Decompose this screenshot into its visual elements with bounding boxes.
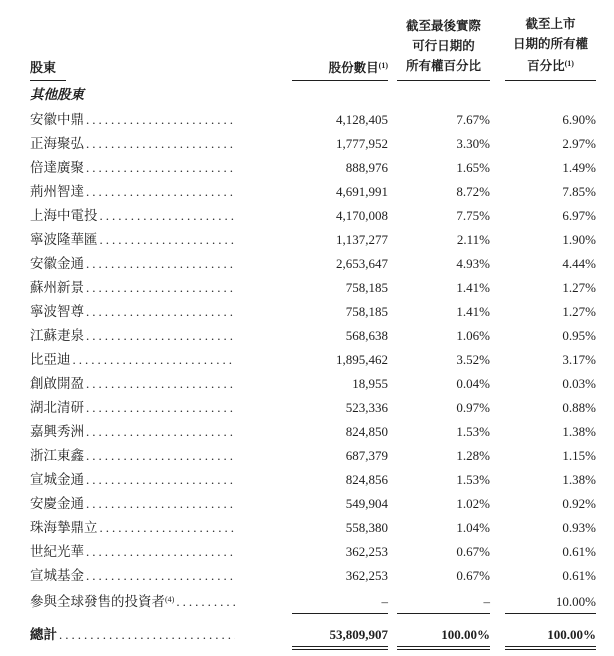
- shares-value: 4,170,008: [336, 208, 388, 223]
- shareholder-name: 宣城基金: [30, 568, 84, 583]
- shareholder-name: 寧波隆華匯: [30, 232, 98, 247]
- header-shareholder-column: [30, 57, 233, 81]
- pct-practicable-value: 2.11%: [456, 232, 490, 247]
- table-row: [30, 516, 596, 540]
- dot-leader: [84, 400, 235, 416]
- global-offering-investors-row: [30, 590, 596, 618]
- dot-leader: [84, 160, 235, 176]
- shareholder-name: 嘉興秀洲: [30, 424, 84, 439]
- pct-practicable-value: 4.93%: [456, 256, 490, 271]
- footnote-1-superscript: (1): [378, 61, 388, 70]
- dot-leader: [84, 328, 235, 344]
- total-row: [30, 623, 596, 653]
- pct-practicable-value: 3.52%: [456, 352, 490, 367]
- table-row: [30, 348, 596, 372]
- dot-leader: [98, 520, 236, 536]
- dot-leader: [84, 424, 235, 440]
- dot-leader: [98, 232, 236, 248]
- table-row: [30, 228, 596, 252]
- header-shares-column: [233, 58, 388, 81]
- header-pct-listing-column: [490, 14, 596, 81]
- pct-practicable-value: 0.67%: [456, 568, 490, 583]
- pct-listing-value: 10.00%: [505, 594, 596, 614]
- footnote-4-superscript: (4): [165, 595, 175, 604]
- pct-practicable-value: 1.02%: [456, 496, 490, 511]
- dot-leader: [84, 472, 235, 488]
- pct-listing-value: 0.03%: [562, 376, 596, 391]
- pct-listing-value: 1.49%: [562, 160, 596, 175]
- dot-leader: [84, 184, 235, 200]
- header-pct-practicable-label: 截至最後實際 可行日期的 所有權百分比: [397, 16, 490, 81]
- shareholder-name: 浙江東鑫: [30, 448, 84, 463]
- table-row: [30, 324, 596, 348]
- pct-listing-value: 1.27%: [562, 304, 596, 319]
- pct-practicable-value: 1.06%: [456, 328, 490, 343]
- pct-listing-value: 1.38%: [562, 472, 596, 487]
- table-row: [30, 468, 596, 492]
- header-pct-practicable-column: [388, 16, 490, 81]
- shares-value: 1,895,462: [336, 352, 388, 367]
- pct-practicable-value: 0.67%: [456, 544, 490, 559]
- table-row: [30, 180, 596, 204]
- shareholder-name: 正海聚弘: [30, 136, 84, 151]
- shareholder-name: 荊州智達: [30, 184, 84, 199]
- pct-listing-value: 0.95%: [562, 328, 596, 343]
- shareholder-name: 湖北清研: [30, 400, 84, 415]
- dot-leader: [84, 544, 235, 560]
- pct-practicable-value: 1.41%: [456, 280, 490, 295]
- shares-value: 523,336: [345, 400, 388, 415]
- pct-listing-value: 2.97%: [562, 136, 596, 151]
- shareholder-name: 珠海摯鼎立: [30, 520, 98, 535]
- dot-leader: [57, 627, 235, 643]
- pct-practicable-value: 1.41%: [456, 304, 490, 319]
- shareholder-name: 寧波智尊: [30, 304, 84, 319]
- shareholder-name: 創啟開盈: [30, 376, 84, 391]
- pct-listing-value: 1.90%: [562, 232, 596, 247]
- dot-leader: [174, 594, 235, 610]
- shares-value: 2,653,647: [336, 256, 388, 271]
- shareholder-name: 宣城金通: [30, 472, 84, 487]
- shareholder-name: 參與全球發售的投資者: [30, 594, 165, 609]
- footnote-1-superscript: (1): [564, 59, 574, 68]
- header-shareholder-label: 股東: [30, 57, 66, 81]
- shares-value: 4,691,991: [336, 184, 388, 199]
- shares-value: 4,128,405: [336, 112, 388, 127]
- pct-listing-value: 3.17%: [562, 352, 596, 367]
- total-pct-listing-value: 100.00%: [505, 627, 596, 650]
- pct-practicable-value: 1.53%: [456, 472, 490, 487]
- pct-practicable-value: 3.30%: [456, 136, 490, 151]
- table-row: [30, 108, 596, 132]
- shares-value: 549,904: [345, 496, 388, 511]
- table-row: [30, 300, 596, 324]
- dot-leader: [84, 568, 235, 584]
- shares-value: 558,380: [345, 520, 388, 535]
- table-header-row: [30, 14, 596, 81]
- shareholder-name: 江蘇疌泉: [30, 328, 84, 343]
- shareholder-name: 倍達廣聚: [30, 160, 84, 175]
- dot-leader: [84, 280, 235, 296]
- header-pct-listing-label: 截至上市 日期的所有權 百分比$^{(1)}$: [505, 14, 596, 81]
- table-row: [30, 396, 596, 420]
- pct-listing-value: 1.27%: [562, 280, 596, 295]
- shareholder-name: 安慶金通: [30, 496, 84, 511]
- total-label: 總計: [30, 627, 57, 642]
- shares-value: 18,955: [352, 376, 388, 391]
- pct-listing-value: 4.44%: [562, 256, 596, 271]
- table-row: [30, 564, 596, 588]
- pct-listing-value: 0.61%: [562, 544, 596, 559]
- dot-leader: [84, 496, 235, 512]
- dot-leader: [84, 304, 235, 320]
- dot-leader: [98, 208, 236, 224]
- shares-value: 1,777,952: [336, 136, 388, 151]
- pct-listing-value: 6.97%: [562, 208, 596, 223]
- pct-practicable-value: 1.04%: [456, 520, 490, 535]
- table-row: [30, 204, 596, 228]
- shares-value: –: [292, 594, 388, 614]
- shares-value: 362,253: [345, 568, 388, 583]
- shares-value: 568,638: [345, 328, 388, 343]
- dot-leader: [84, 376, 235, 392]
- table-row: [30, 252, 596, 276]
- table-row: [30, 132, 596, 156]
- pct-practicable-value: 8.72%: [456, 184, 490, 199]
- shares-value: 362,253: [345, 544, 388, 559]
- pct-practicable-value: 1.28%: [456, 448, 490, 463]
- dot-leader: [84, 448, 235, 464]
- shares-value: 824,856: [345, 472, 388, 487]
- dot-leader: [84, 112, 235, 128]
- table-row: [30, 492, 596, 516]
- dot-leader: [84, 256, 235, 272]
- pct-listing-value: 0.61%: [562, 568, 596, 583]
- pct-listing-value: 1.38%: [562, 424, 596, 439]
- total-pct-practicable-value: 100.00%: [397, 627, 490, 650]
- pct-listing-value: 0.88%: [562, 400, 596, 415]
- dot-leader: [84, 136, 235, 152]
- header-shares-label: 股份數目$^{(1)}$: [292, 58, 388, 81]
- shares-value: 1,137,277: [336, 232, 388, 247]
- pct-listing-value: 6.90%: [562, 112, 596, 127]
- pct-practicable-value: 0.04%: [456, 376, 490, 391]
- shares-value: 758,185: [345, 280, 388, 295]
- shareholder-name: 蘇州新景: [30, 280, 84, 295]
- table-row: [30, 372, 596, 396]
- shareholder-name: 世紀光華: [30, 544, 84, 559]
- pct-practicable-value: 1.53%: [456, 424, 490, 439]
- dot-leader: [71, 352, 236, 368]
- pct-listing-value: 0.93%: [562, 520, 596, 535]
- shares-value: 687,379: [345, 448, 388, 463]
- shares-value: 888,976: [345, 160, 388, 175]
- shareholder-name: 上海中電投: [30, 208, 98, 223]
- shareholder-rows: [30, 108, 596, 588]
- pct-listing-value: 7.85%: [562, 184, 596, 199]
- section-other-shareholders: 其他股東: [30, 87, 84, 102]
- shares-value: 758,185: [345, 304, 388, 319]
- total-shares-value: 53,809,907: [292, 627, 388, 650]
- shareholder-name: 安徽中鼎: [30, 112, 84, 127]
- pct-listing-value: 0.92%: [562, 496, 596, 511]
- pct-practicable-value: 7.75%: [456, 208, 490, 223]
- shareholder-name: 比亞迪: [30, 352, 71, 367]
- table-row: [30, 276, 596, 300]
- pct-practicable-value: 0.97%: [456, 400, 490, 415]
- table-row: [30, 540, 596, 564]
- table-row: [30, 444, 596, 468]
- pct-practicable-value: 7.67%: [456, 112, 490, 127]
- shares-value: 824,850: [345, 424, 388, 439]
- table-row: [30, 156, 596, 180]
- pct-listing-value: 1.15%: [562, 448, 596, 463]
- table-row: [30, 420, 596, 444]
- pct-practicable-value: –: [397, 594, 490, 614]
- pct-practicable-value: 1.65%: [456, 160, 490, 175]
- shareholder-name: 安徽金通: [30, 256, 84, 271]
